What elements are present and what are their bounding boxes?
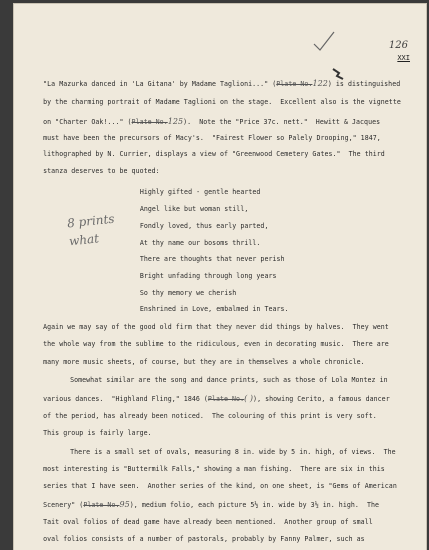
text-line [43,358,365,366]
text-line [43,500,379,509]
text-line [43,429,152,437]
text-line [140,305,289,313]
text-run: There are thoughts that never perish [139,255,285,264]
text-run: Tait oval folios of dead game have already been mentioned. Another group of small [43,517,373,526]
text-run: Bright unfading through long years [139,272,277,281]
text-run: Again we may say of the good old firm that they never did things by halves. They went [43,322,389,331]
text-line [43,340,389,348]
text-line [43,323,389,331]
text-run: There is a small set of ovals, measuring 8 in. wide by 5 in. high, of views. The [70,448,396,457]
text-run: on "Charter Oak!..." ( [43,117,132,126]
text-line [43,167,160,175]
text-run: "La Mazurka danced in 'La Gitana' by Madame Taglioni..." ( [43,79,277,88]
text-line [140,222,269,230]
text-run: Highly gifted - gentle hearted [139,187,261,196]
text-run: various dances. "Highland Fling," 1846 ( [43,395,208,404]
handwritten-plate-number: 125 [167,116,184,126]
text-line [140,255,285,263]
text-run: So thy memory we cherish [139,288,237,297]
text-line [43,535,365,543]
margin-annotation-line: what [68,231,100,249]
text-line [140,205,249,213]
text-run: At thy name our bosoms thrill. [139,239,261,248]
text-run: of the period, has already been noticed. The colouring of this print is very soft. [43,412,377,421]
typed-page-number: XXI [397,54,410,62]
document-page [14,4,426,550]
struck-text: Plate No. [207,395,245,404]
text-line [43,394,390,403]
text-run: Fondly loved, thus early parted, [139,222,269,231]
text-line [43,482,397,490]
text-line [43,79,400,88]
text-run: series that I have seen. Another series of the kind, on one sheet, is "Gems of American [43,482,397,491]
text-run: lithographed by N. Currier, displays a view of "Greenwood Cemetery Gates." The third [43,149,385,158]
text-run: must have been the precursors of Macy's. "Fairest Flower so Palely Drooping," 1847, [43,133,381,142]
margin-annotation-line: 8 prints [66,211,116,231]
struck-text: Plate No. [276,79,313,88]
handwritten-plate-number: ( ) [244,394,254,404]
text-run: This group is fairly large. [43,429,152,438]
text-line [43,518,373,526]
text-run: ) is distinguished [327,79,401,88]
text-run: Somewhat similar are the song and dance prints, such as those of Lola Montez in [70,376,388,384]
margin-annotation [66,210,117,251]
struck-text: Plate No. [131,117,168,126]
text-run: by the charming portrait of Madame Taglioni on the stage. Excellent also is the vignette [43,97,401,106]
text-run: ), showing Cerito, a famous dancer [253,395,390,404]
text-line [70,376,388,384]
text-line [43,465,385,473]
text-line [43,134,381,142]
text-run: stanza deserves to be quoted: [43,167,160,175]
handwritten-page-number: 126 [388,40,408,51]
text-run: most interesting is "Buttermilk Falls," showing a man fishing. There are six in this [43,465,385,474]
text-line [43,412,377,420]
text-line [43,150,385,158]
text-line [140,289,236,297]
handwritten-plate-number: 95 [119,500,130,510]
text-line [43,117,380,126]
checkmark-icon [312,30,336,54]
text-run: ). Note the "Price 37c. nett." Hewitt & Jacques [183,117,381,126]
text-run: the whole way from the sublime to the ridiculous, even in decorating music. There are [43,339,389,348]
text-run: oval folios consists of a number of pastorals, probably by Fanny Palmer, such as [43,534,365,543]
text-line [140,239,261,247]
text-run: ), medium folio, each picture 5½ in. wide by 3½ in. high. The [129,501,380,510]
text-run: Scenery" ( [43,501,84,510]
text-line [43,98,401,106]
text-line [140,272,277,280]
handwritten-plate-number: 122 [312,78,328,88]
text-run: many more music sheets, of course, but they are in themselves a whole chronicle. [43,357,365,366]
text-line [140,188,261,196]
text-line [70,448,396,456]
text-run: Enshrined in Love, embalmed in Tears. [139,304,289,313]
text-run: Angel like but woman still, [139,205,249,213]
struck-text: Plate No. [83,501,120,510]
